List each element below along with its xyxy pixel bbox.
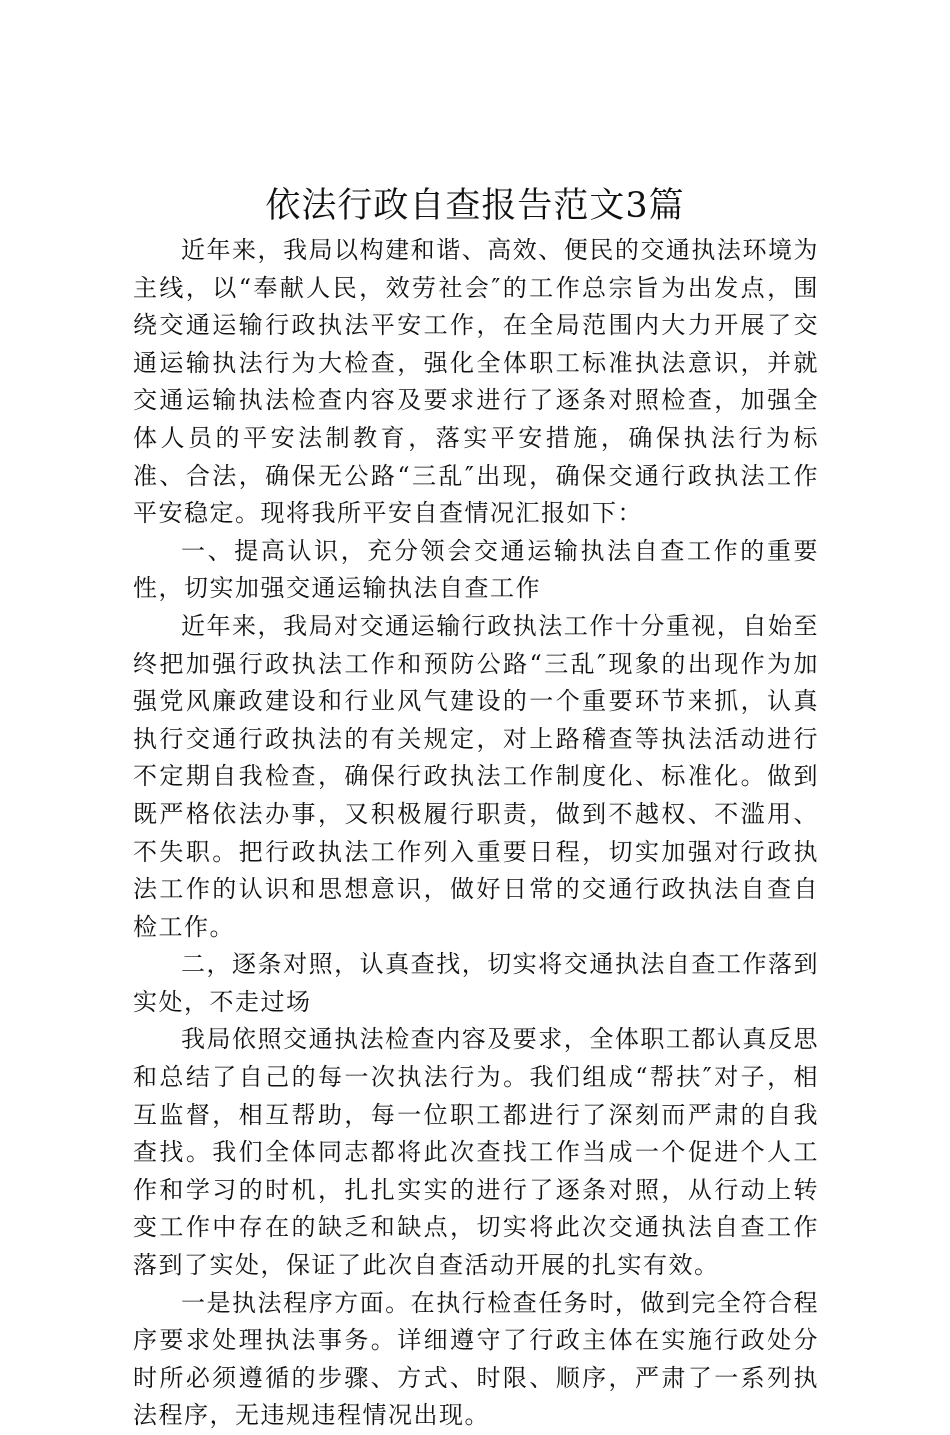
- document-title: 依法行政自查报告范文3篇: [265, 186, 685, 226]
- paragraph-procedure: 一是执法程序方面。在执行检查任务时，做到完全符合程序要求处理执法事务。详细遵守了行政主体在实施行政处分时所必须遵循的步骤、方式、时限、顺序，严肃了一系列执法程序，无违规违程情况出现。: [133, 1288, 819, 1430]
- paragraph-section-2: 我局依照交通执法检查内容及要求，全体职工都认真反思和总结了自己的每一次执法行为。我们组成“帮扶″对子，相互监督，相互帮助，每一位职工都进行了深刻而严肃的自我查找。我们全体同志都将此次查找工作当成一个促进个人工作和学习的时机，扎扎实实的进行了逐条对照，从行动上转变工作中存在的缺乏和缺点，切实将此次交通执法自查工作落到了实处，保证了此次自查活动开展的扎实有效。: [133, 1025, 819, 1280]
- paragraph-section-1: 近年来，我局对交通运输行政执法工作十分重视，自始至终把加强行政执法工作和预防公路“三乱″现象的出现作为加强党风廉政建设和行业风气建设的一个重要环节来抓，认真执行交通行政执法的有关规定，对上路稽查等执法活动进行不定期自我检查，确保行政执法工作制度化、标准化。做到既严格依法办事，又积极履行职责，做到不越权、不滥用、不失职。把行政执法工作列入重要日程，切实加强对行政执法工作的认识和思想意识，做好日常的交通行政执法自查自检工作。: [133, 611, 819, 941]
- section-heading-2: 二，逐条对照，认真查找，切实将交通执法自查工作落到实处，不走过场: [133, 950, 819, 1016]
- section-heading-1: 一、提高认识，充分领会交通运输执法自查工作的重要性，切实加强交通运输执法自查工作: [133, 536, 819, 603]
- document-body: [133, 232, 819, 1435]
- paragraph-intro: 近年来，我局以构建和谐、高效、便民的交通执法环境为主线，以“奉献人民，效劳社会″的工作总宗旨为出发点，围绕交通运输行政执法平安工作，在全局范围内大力开展了交通运输执法行为大检查，强化全体职工标准执法意识，并就交通运输执法检查内容及要求进行了逐条对照检查，加强全体人员的平安法制教育，落实平安措施，确保执法行为标准、合法，确保无公路“三乱″出现，确保交通行政执法工作平安稳定。现将我所平安自查情况汇报如下：: [133, 236, 819, 528]
